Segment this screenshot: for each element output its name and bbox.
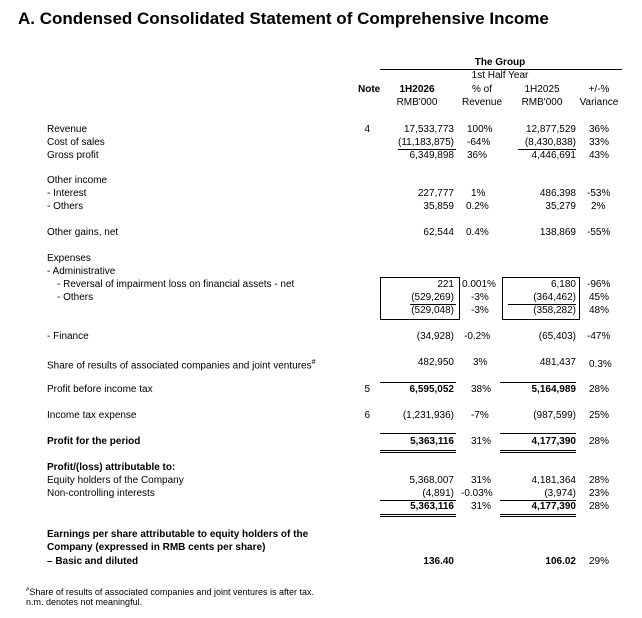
value-pct: 36%: [467, 150, 488, 161]
header-period: 1st Half Year: [471, 70, 529, 81]
eps-label-line3: – Basic and diluted: [47, 556, 139, 567]
row-label: Equity holders of the Company: [47, 475, 184, 486]
value-variance: 48%: [589, 305, 610, 316]
note-value: 6: [364, 410, 370, 421]
header-note: Note: [358, 84, 381, 95]
row-label: Income tax expense: [47, 410, 137, 421]
header-pct-top: % of: [471, 84, 492, 95]
header-1h2025-unit: RMB'000: [521, 97, 563, 108]
note-value: 5: [364, 384, 370, 395]
subtotal-rule: [500, 433, 576, 434]
value-pct: 0.2%: [466, 201, 489, 212]
value-pct: -0.2%: [464, 331, 491, 342]
row-label: - Reversal of impairment loss on financial assets - net: [57, 279, 295, 290]
row-label: - Interest: [47, 188, 87, 199]
value-1h2025: (364,462): [533, 292, 576, 303]
row-label: Gross profit: [47, 150, 99, 161]
value-pct: -3%: [471, 305, 489, 316]
value-pct: 3%: [473, 357, 488, 368]
value-variance: 29%: [589, 556, 610, 567]
value-1h2025: (358,282): [533, 305, 576, 316]
value-1h2025: (65,403): [538, 331, 576, 342]
row-label-text: Share of results of associated companies and joint ventures: [47, 360, 312, 372]
value-1h2025: 481,437: [539, 357, 576, 368]
value-1h2026: 5,363,116: [410, 501, 454, 512]
value-1h2026: 35,859: [423, 201, 454, 212]
row-label: Expenses: [47, 253, 91, 264]
value-variance: 25%: [589, 410, 610, 421]
statement-title: A. Condensed Consolidated Statement of Comprehensive Income: [18, 9, 549, 28]
subtotal-rule: [380, 433, 456, 434]
total-rule: [380, 450, 456, 451]
value-1h2025: 35,279: [545, 201, 576, 212]
value-1h2025: 4,446,691: [531, 150, 576, 161]
value-1h2025: 4,181,364: [531, 475, 576, 486]
value-variance: 28%: [589, 475, 610, 486]
value-pct: -3%: [471, 292, 489, 303]
subtotal-rule: [380, 382, 456, 383]
value-pct: -7%: [471, 410, 489, 421]
value-1h2026: (529,048): [411, 305, 454, 316]
value-pct: 31%: [471, 436, 492, 447]
value-pct: 100%: [467, 124, 493, 135]
value-pct: -64%: [467, 137, 491, 148]
value-1h2026: (11,183,875): [398, 137, 454, 148]
value-variance: 23%: [589, 488, 610, 499]
eps-label-line1: Earnings per share attributable to equity holders of the: [47, 529, 309, 540]
row-label: Profit before income tax: [47, 384, 153, 395]
value-1h2026: (34,928): [416, 331, 454, 342]
value-variance: 28%: [589, 436, 610, 447]
footnote-marker: #: [26, 587, 30, 593]
header-var-bottom: Variance: [579, 97, 619, 108]
value-1h2025: 138,869: [539, 227, 576, 238]
value-variance: 28%: [589, 501, 610, 512]
value-variance: 28%: [589, 384, 610, 395]
row-label: - Others: [47, 201, 84, 212]
value-1h2025: 6,180: [550, 279, 576, 290]
value-1h2026: 6,349,898: [409, 150, 454, 161]
value-pct: 31%: [471, 475, 492, 486]
total-rule: [500, 452, 576, 453]
value-1h2026: 6,595,052: [409, 384, 454, 395]
value-variance: 36%: [589, 124, 610, 135]
header-1h2026: 1H2026: [399, 84, 435, 95]
value-variance: -53%: [587, 188, 611, 199]
value-1h2025: 4,177,390: [531, 501, 576, 512]
value-1h2025: 5,164,989: [531, 384, 576, 395]
value-1h2025: (8,430,838): [524, 137, 576, 148]
header-var-top: +/-%: [588, 84, 610, 95]
total-rule: [500, 450, 576, 451]
value-pct: 1%: [471, 188, 486, 199]
eps-label-line2: Company (expressed in RMB cents per share): [47, 542, 266, 553]
subtotal-rule: [500, 382, 576, 383]
value-1h2026: (529,269): [411, 292, 454, 303]
row-label: - Finance: [47, 331, 89, 342]
value-1h2025: 106.02: [545, 556, 576, 567]
value-1h2026: 136.40: [423, 556, 454, 567]
header-1h2025: 1H2025: [524, 84, 560, 95]
value-1h2026: 227,777: [417, 188, 454, 199]
row-label: [47, 357, 316, 372]
value-1h2025: (987,599): [533, 410, 576, 421]
row-label: Profit for the period: [47, 436, 141, 447]
value-pct: 31%: [471, 501, 492, 512]
value-1h2026: 482,950: [417, 357, 454, 368]
value-pct: 0.4%: [466, 227, 489, 238]
value-pct: -0.03%: [461, 488, 493, 499]
row-label: Cost of sales: [47, 137, 105, 148]
value-pct: 0.001%: [462, 279, 496, 290]
row-label: Other income: [47, 175, 108, 186]
footnote-marker: #: [311, 359, 316, 366]
value-1h2026: 5,368,007: [409, 475, 454, 486]
row-label: Non-controlling interests: [47, 488, 155, 499]
row-label: Profit/(loss) attributable to:: [47, 462, 176, 473]
value-variance: -47%: [587, 331, 611, 342]
footnote-1-text: Share of results of associated companies and joint ventures is after tax.: [29, 587, 314, 597]
row-label: Other gains, net: [47, 227, 119, 238]
row-label: - Others: [57, 292, 94, 303]
value-variance: 45%: [589, 292, 610, 303]
value-variance: 43%: [589, 150, 610, 161]
value-variance: 2%: [591, 201, 606, 212]
value-1h2025: 486,398: [539, 188, 576, 199]
header-pct-bottom: Revenue: [461, 97, 503, 108]
value-variance: -55%: [587, 227, 611, 238]
value-1h2025: (3,974): [544, 488, 576, 499]
total-rule: [380, 514, 456, 515]
value-1h2025: 4,177,390: [531, 436, 576, 447]
total-rule: [500, 516, 576, 517]
value-variance: 0.3%: [589, 359, 612, 370]
value-variance: 33%: [589, 137, 610, 148]
total-rule: [380, 452, 456, 453]
header-1h2026-unit: RMB'000: [396, 97, 438, 108]
value-1h2026: 221: [437, 279, 454, 290]
value-1h2026: (1,231,936): [402, 410, 454, 421]
value-variance: -96%: [587, 279, 611, 290]
total-rule: [380, 516, 456, 517]
value-1h2026: 17,533,773: [403, 124, 454, 135]
row-label: Revenue: [47, 124, 88, 135]
note-value: 4: [364, 124, 370, 135]
value-1h2026: 62,544: [423, 227, 454, 238]
value-1h2026: 5,363,116: [410, 436, 454, 447]
value-1h2025: 12,877,529: [525, 124, 576, 135]
value-pct: 38%: [471, 384, 492, 395]
header-group: The Group: [474, 57, 526, 68]
footnote-2: n.m. denotes not meaningful.: [26, 597, 143, 607]
row-label: - Administrative: [47, 266, 116, 277]
value-1h2026: (4,891): [422, 488, 454, 499]
total-rule: [500, 514, 576, 515]
